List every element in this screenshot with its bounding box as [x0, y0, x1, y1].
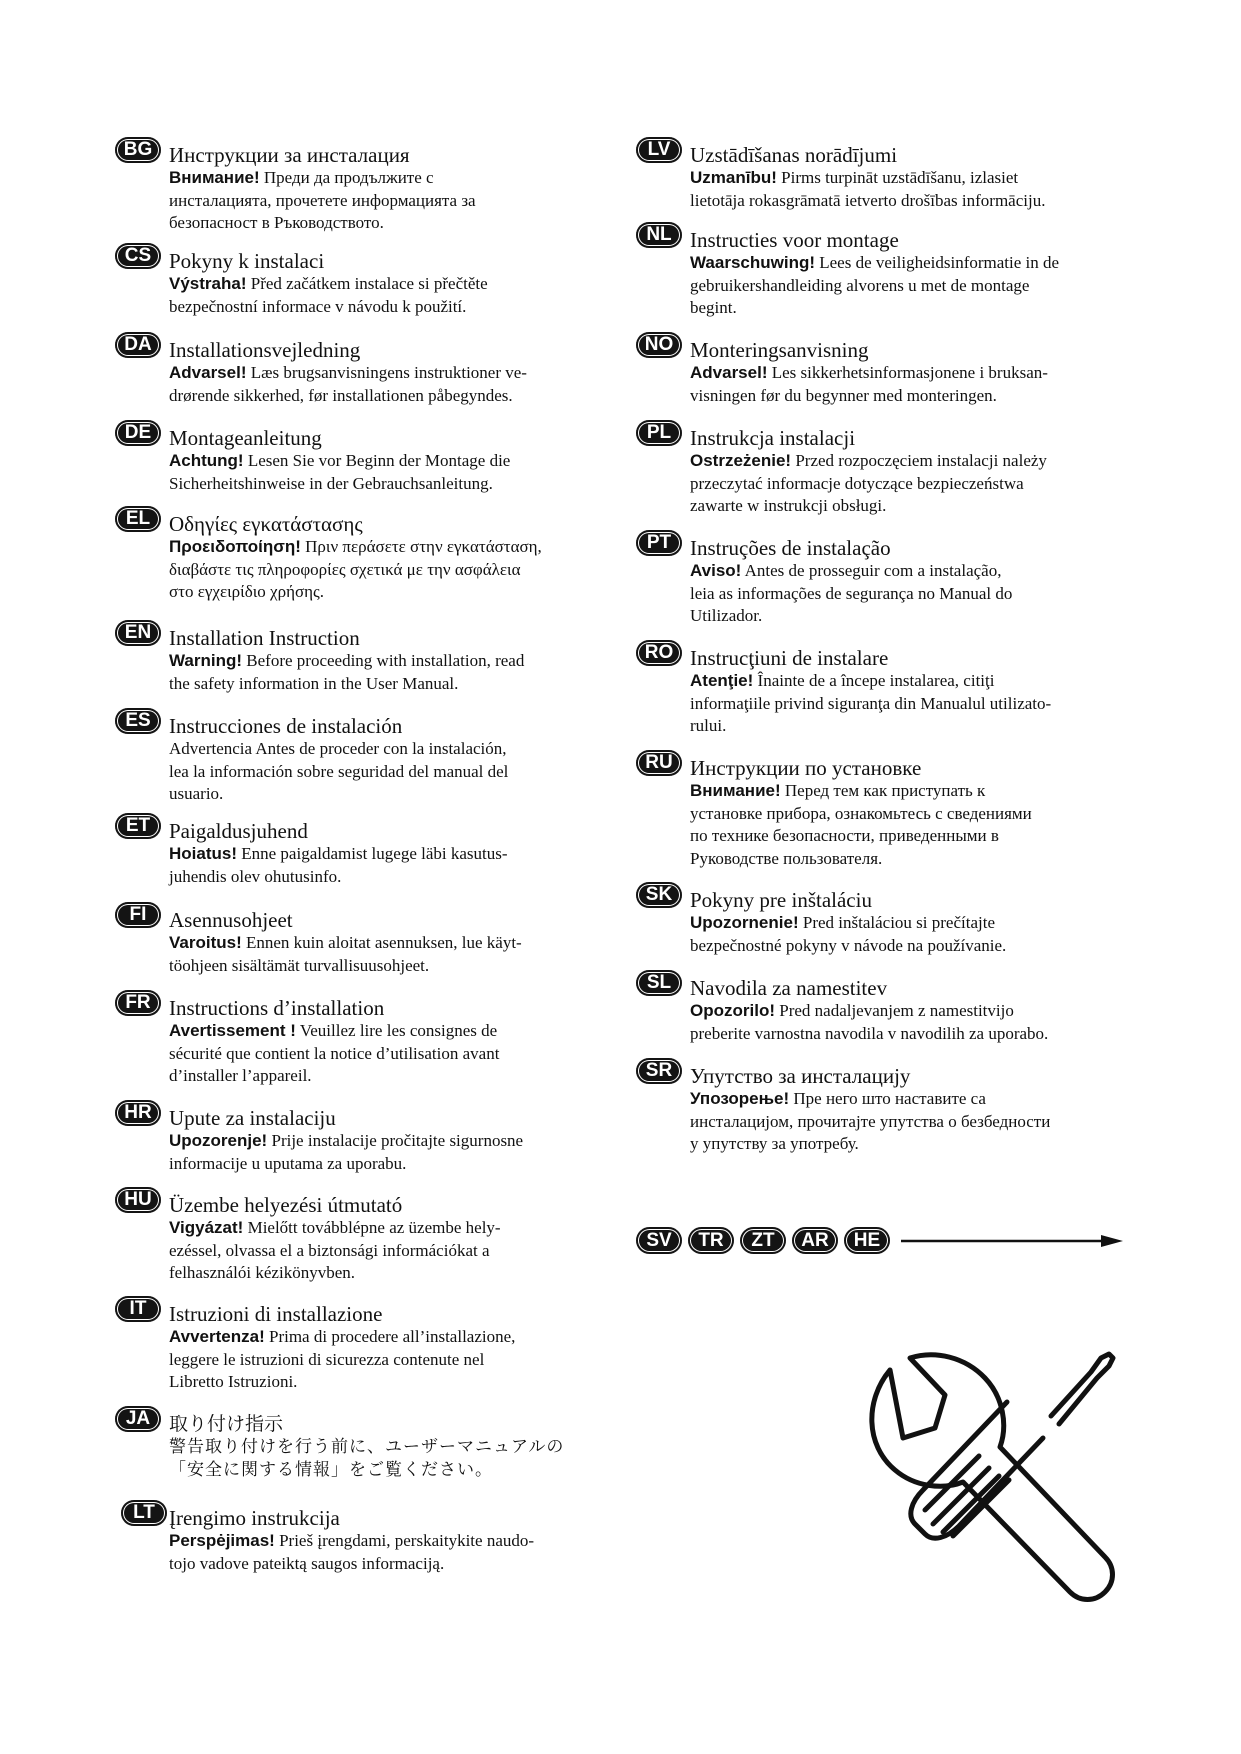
warning-label: Atenţie!	[690, 671, 754, 690]
instruction-text: Pred nadaljevanjem z namestitvijo preberite varnostna navodila v navodilih za uporabo.	[690, 1001, 1049, 1043]
warning-label: Advarsel!	[690, 363, 768, 382]
instruction-entry-es	[115, 708, 585, 806]
warning-label: Упозорење!	[690, 1089, 790, 1108]
instruction-body	[690, 780, 1106, 870]
instruction-body	[169, 1217, 585, 1285]
instruction-entry-hr	[115, 1100, 585, 1175]
instruction-text: Veuillez lire les consignes de sécurité que contient la notice d’utilisation avant d’installer l’appareil.	[169, 1021, 500, 1085]
language-badge-da: DA	[115, 332, 161, 358]
instruction-title: Monteringsanvisning	[690, 338, 869, 362]
instruction-text: Przed rozpoczęciem instalacji należy przeczytać informacje dotyczące bezpieczeństwa zawarte w instrukcji obsługi.	[690, 451, 1047, 515]
warning-label: Opozorilo!	[690, 1001, 775, 1020]
language-badge-fi: FI	[115, 902, 161, 928]
instruction-body	[169, 650, 585, 695]
instruction-entry-lt	[115, 1500, 585, 1575]
instruction-text: Pirms turpināt uzstādīšanu, izlasiet lietotāja rokasgrāmatā ietverto drošības informāciju.	[690, 168, 1046, 210]
warning-label: Avvertenza!	[169, 1327, 265, 1346]
instruction-title: Istruzioni di installazione	[169, 1302, 383, 1326]
instruction-title: Navodila za namestitev	[690, 976, 888, 1000]
instruction-text: Ennen kuin aloitat asennuksen, lue käyt- töohjeen sisältämät turvallisuusohjeet.	[169, 933, 522, 975]
instruction-title: Uzstādīšanas norādījumi	[690, 143, 898, 167]
language-badge-zt: ZT	[740, 1227, 786, 1254]
instruction-title: Instructies voor montage	[690, 228, 899, 252]
instruction-entry-sl	[636, 970, 1106, 1045]
warning-label: Perspėjimas!	[169, 1531, 275, 1550]
language-badge-en: EN	[115, 620, 161, 646]
language-badge-pl: PL	[636, 420, 682, 446]
warning-label: Ostrzeżenie!	[690, 451, 792, 470]
warning-label: Aviso!	[690, 561, 742, 580]
instruction-entry-nl	[636, 222, 1106, 320]
instruction-text: Lesen Sie vor Beginn der Montage die Sicherheitshinweise in der Gebrauchsanleitung.	[169, 451, 511, 493]
instruction-entry-cs	[115, 243, 585, 318]
language-badge-pt: PT	[636, 530, 682, 556]
instruction-text: Prieš įrengdami, perskaitykite naudo- tojo vadove pateiktą saugos informaciją.	[169, 1531, 535, 1573]
language-badge-et: ET	[115, 813, 161, 839]
instruction-body	[169, 1436, 585, 1481]
instruction-title: Upute za instalaciju	[169, 1106, 336, 1130]
warning-label: Upozornenie!	[690, 913, 799, 932]
instruction-entry-et	[115, 813, 585, 888]
language-badge-de: DE	[115, 420, 161, 446]
instruction-title: Üzembe helyezési útmutató	[169, 1193, 403, 1217]
instruction-body	[690, 670, 1106, 738]
warning-label: Avertissement !	[169, 1021, 296, 1040]
instruction-body	[690, 560, 1106, 628]
language-badge-nl: NL	[636, 222, 682, 248]
instruction-entry-lv	[636, 137, 1106, 212]
instruction-title: Инструкции по установке	[690, 756, 922, 780]
instruction-text: Перед тем как приступать к установке прибора, ознакомьтесь с сведениями по технике безопасности, приведенными в Руководстве пользователя.	[690, 781, 1032, 868]
instruction-text: Преди да продължите с инсталацията, прочетете информацията за безопасност в Ръководството.	[169, 168, 476, 232]
instruction-body	[169, 362, 585, 407]
instruction-body	[169, 1130, 585, 1175]
warning-label: Waarschuwing!	[690, 253, 815, 272]
instruction-title: Installation Instruction	[169, 626, 360, 650]
instruction-title: Pokyny pre inštaláciu	[690, 888, 872, 912]
warning-label: Vigyázat!	[169, 1218, 244, 1237]
instruction-title: Montageanleitung	[169, 426, 322, 450]
instruction-text: Advertencia Antes de proceder con la instalación, lea la información sobre seguridad del manual del usuario.	[169, 739, 509, 803]
language-badge-lt: LT	[121, 1500, 167, 1526]
warning-label: Výstraha!	[169, 274, 247, 293]
language-badge-no: NO	[636, 332, 682, 358]
instruction-entry-sr	[636, 1058, 1106, 1156]
instruction-body	[169, 1530, 585, 1575]
language-badge-sl: SL	[636, 970, 682, 996]
wrench-screwdriver-icon	[855, 1330, 1155, 1630]
instruction-title: Paigaldusjuhend	[169, 819, 308, 843]
instruction-body	[690, 362, 1106, 407]
instruction-text: Les sikkerhetsinformasjonene i bruksan- visningen før du begynner med monteringen.	[690, 363, 1048, 405]
instruction-body	[690, 912, 1106, 957]
language-badge-el: EL	[115, 506, 161, 532]
instruction-text: Lees de veiligheidsinformatie in de gebruikershandleiding alvorens u met de montage begint.	[690, 253, 1060, 317]
warning-label: Внимание!	[690, 781, 781, 800]
instruction-entry-fi	[115, 902, 585, 977]
warning-label: Achtung!	[169, 451, 244, 470]
arrow-right-icon	[901, 1231, 1126, 1251]
instruction-title: Упутство за инсталацију	[690, 1064, 911, 1088]
instruction-text: Enne paigaldamist lugege läbi kasutus- juhendis olev ohutusinfo.	[169, 844, 508, 886]
language-badge-cs: CS	[115, 243, 161, 269]
language-badge-fr: FR	[115, 990, 161, 1016]
instruction-entry-it	[115, 1296, 585, 1394]
instruction-text: 警告取り付けを行う前に、ユーザーマニュアルの 「安全に関する情報」をご覧ください。	[169, 1437, 565, 1480]
instruction-title: Instrucţiuni de instalare	[690, 646, 889, 670]
warning-label: Warning!	[169, 651, 243, 670]
instruction-entry-pt	[636, 530, 1106, 628]
instruction-entry-hu	[115, 1187, 585, 1285]
instruction-entry-bg	[115, 137, 585, 235]
instruction-entry-da	[115, 332, 585, 407]
instruction-body	[690, 252, 1106, 320]
instruction-entry-en	[115, 620, 585, 695]
language-badge-ja: JA	[115, 1406, 161, 1432]
language-badge-ar: AR	[792, 1227, 838, 1254]
instruction-body	[690, 167, 1106, 212]
instruction-text: Prije instalacije pročitajte sigurnosne informacije u uputama za uporabu.	[169, 1131, 524, 1173]
instruction-text: Před začátkem instalace si přečtěte bezpečnostní informace v návodu k použití.	[169, 274, 488, 316]
instruction-text: Before proceeding with installation, read the safety information in the User Manual.	[169, 651, 525, 693]
warning-label: Προειδοποίηση!	[169, 537, 301, 556]
warning-label: Varoitus!	[169, 933, 242, 952]
instruction-title: Instrukcja instalacji	[690, 426, 856, 450]
warning-label: Upozorenje!	[169, 1131, 268, 1150]
language-badge-bg: BG	[115, 137, 161, 163]
instruction-text: Mielőtt továbblépne az üzembe hely- ezéssel, olvassa el a biztonsági információkat a felhasználói kézikönyvben.	[169, 1218, 501, 1282]
language-badge-hu: HU	[115, 1187, 161, 1213]
instruction-entry-el	[115, 506, 585, 604]
warning-label: Advarsel!	[169, 363, 247, 382]
warning-label: Внимание!	[169, 168, 260, 187]
instruction-text: Prima di procedere all’installazione, leggere le istruzioni di sicurezza contenute nel Libretto Istruzioni.	[169, 1327, 516, 1391]
language-badge-hr: HR	[115, 1100, 161, 1126]
instruction-title: Installationsvejledning	[169, 338, 361, 362]
instruction-text: Antes de prosseguir com a instalação, leia as informações de segurança no Manual do Utilizador.	[690, 561, 1013, 625]
instruction-text: Πριν περάσετε στην εγκατάσταση, διαβάστε τις πληροφορίες σχετικά με την ασφάλεια στο εγχειρίδιο χρήσης.	[169, 537, 542, 601]
instruction-body	[169, 273, 585, 318]
instruction-body	[169, 450, 585, 495]
language-badge-es: ES	[115, 708, 161, 734]
instruction-title: Pokyny k instalaci	[169, 249, 325, 273]
language-badge-it: IT	[115, 1296, 161, 1322]
instruction-body	[169, 536, 585, 604]
instruction-title: Asennusohjeet	[169, 908, 293, 932]
instruction-entry-ru	[636, 750, 1106, 870]
instruction-text: Pred inštaláciou si prečítajte bezpečnostné pokyny v návode na používanie.	[690, 913, 1007, 955]
language-badge-ru: RU	[636, 750, 682, 776]
instruction-entry-fr	[115, 990, 585, 1088]
language-badge-sr: SR	[636, 1058, 682, 1084]
instruction-title: Instruções de instalação	[690, 536, 891, 560]
language-badge-lv: LV	[636, 137, 682, 163]
instruction-title: Инструкции за инсталация	[169, 143, 410, 167]
instruction-body	[690, 1088, 1106, 1156]
instruction-title: Οδηγίες εγκατάστασης	[169, 512, 363, 536]
instruction-body	[169, 932, 585, 977]
instruction-entry-pl	[636, 420, 1106, 518]
instruction-title: Įrengimo instrukcija	[169, 1506, 340, 1530]
instruction-body	[690, 1000, 1106, 1045]
language-badge-he: HE	[844, 1227, 890, 1254]
instruction-body	[690, 450, 1106, 518]
instruction-text: Пре него што наставите са инсталацијом, прочитајте упутства о безбедности у упутству за употребу.	[690, 1089, 1051, 1153]
language-badge-sv: SV	[636, 1227, 682, 1254]
language-badge-tr: TR	[688, 1227, 734, 1254]
warning-label: Uzmanību!	[690, 168, 777, 187]
instruction-title: Instrucciones de instalación	[169, 714, 403, 738]
instruction-entry-sk	[636, 882, 1106, 957]
instruction-title: 取り付け指示	[169, 1413, 284, 1435]
more-languages-row	[636, 1227, 1136, 1267]
instruction-title: Instructions d’installation	[169, 996, 385, 1020]
language-badge-sk: SK	[636, 882, 682, 908]
instruction-body	[169, 1020, 585, 1088]
instruction-body	[169, 843, 585, 888]
instruction-body	[169, 738, 585, 806]
instruction-entry-ro	[636, 640, 1106, 738]
instruction-body	[169, 1326, 585, 1394]
instruction-body	[169, 167, 585, 235]
warning-label: Hoiatus!	[169, 844, 237, 863]
instruction-entry-de	[115, 420, 585, 495]
instruction-entry-no	[636, 332, 1106, 407]
instruction-text: Înainte de a începe instalarea, citiţi informaţiile privind siguranţa din Manualul utilizato- rului.	[690, 671, 1052, 735]
instruction-entry-ja	[115, 1406, 585, 1481]
language-badge-ro: RO	[636, 640, 682, 666]
instruction-text: Læs brugsanvisningens instruktioner ve- drørende sikkerhed, før installationen påbegyndes.	[169, 363, 527, 405]
